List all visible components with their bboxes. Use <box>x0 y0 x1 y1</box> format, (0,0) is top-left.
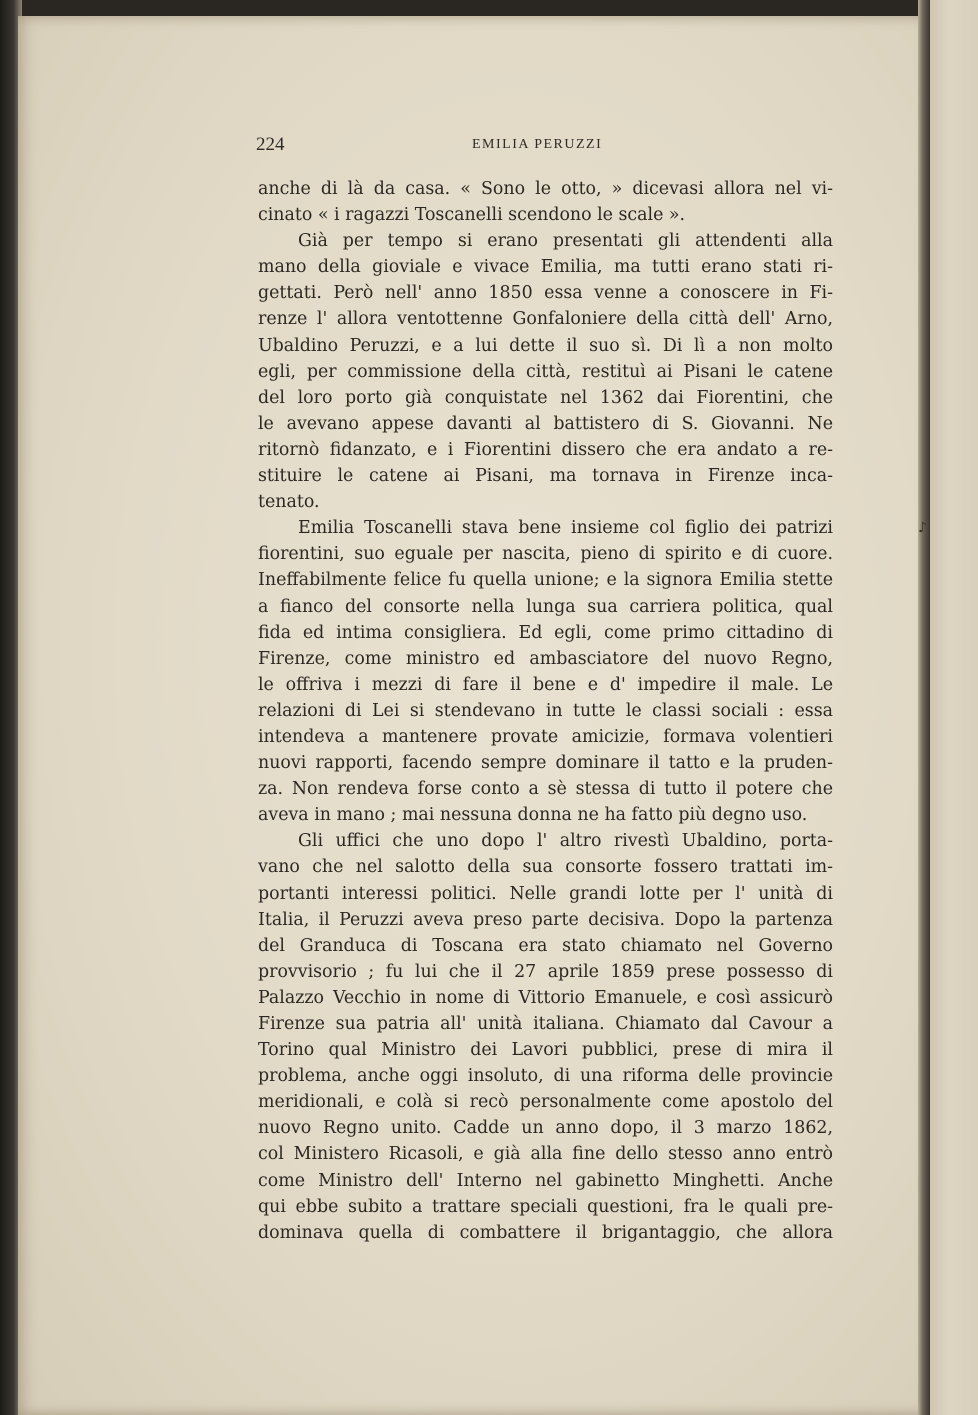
text-line: fida ed intima consigliera. Ed egli, come primo cittadino di <box>258 622 833 643</box>
text-line: le avevano appese davanti al battistero di S. Giovanni. Ne <box>258 413 833 434</box>
text-line: renze l' allora ventottenne Gonfaloniere della città dell' Arno, <box>258 309 833 330</box>
text-line: le offriva i mezzi di fare il bene e d' impedire il male. Le <box>258 674 833 695</box>
text-line: stituire le catene ai Pisani, ma tornava in Firenze inca- <box>258 466 833 487</box>
text-line: dominava quella di combattere il brigantaggio, che allora <box>258 1222 833 1243</box>
text-line: provvisorio ; fu lui che il 27 aprile 1859 prese possesso di <box>258 961 833 982</box>
text-line: nuovo Regno unito. Cadde un anno dopo, il 3 marzo 1862, <box>258 1118 833 1139</box>
text-line: intendeva a mantenere provate amicizie, formava volentieri <box>258 726 833 747</box>
text-line: col Ministero Ricasoli, e già alla fine dello stesso anno entrò <box>258 1144 833 1165</box>
page-header <box>240 134 840 160</box>
text-line: Emilia Toscanelli stava bene insieme col figlio dei patrizi <box>298 518 833 539</box>
text-line: Ineffabilmente felice fu quella unione; e la signora Emilia stette <box>258 570 833 591</box>
text-line: mano della gioviale e vivace Emilia, ma tutti erano stati ri- <box>258 257 833 278</box>
text-line: za. Non rendeva forse conto a sè stessa di tutto il potere che <box>258 779 833 800</box>
text-line: Firenze sua patria all' unità italiana. Chiamato dal Cavour a <box>258 1014 833 1034</box>
text-line: gettati. Però nell' anno 1850 essa venne a conoscere in Fi- <box>258 283 833 304</box>
text-line: aveva in mano ; mai nessuna donna ne ha fatto più degno uso. <box>258 805 808 826</box>
text-line: tenato. <box>258 492 320 513</box>
text-line: qui ebbe subito a trattare speciali questioni, fra le quali pre- <box>258 1196 833 1217</box>
text-line: Torino qual Ministro dei Lavori pubblici, prese di mira il <box>258 1040 833 1061</box>
text-line: anche di là da casa. « Sono le otto, » dicevasi allora nel vi- <box>258 179 833 199</box>
text-line: ritornò fidanzato, e i Fiorentini dissero che era andato a re- <box>258 439 833 460</box>
text-line: egli, per commissione della città, restituì ai Pisani le catene <box>258 361 833 382</box>
running-title: EMILIA PERUZZI <box>472 137 603 152</box>
text-line: Italia, il Peruzzi aveva preso parte decisiva. Dopo la partenza <box>258 909 833 930</box>
text-line: vano che nel salotto della sua consorte fossero trattati im- <box>258 857 833 878</box>
text-line: Ubaldino Peruzzi, e a lui dette il suo sì. Di lì a non molto <box>258 335 833 356</box>
text-line: meridionali, e colà si recò personalmente come apostolo del <box>258 1092 833 1113</box>
text-line: Palazzo Vecchio in nome di Vittorio Emanuele, e così assicurò <box>258 987 833 1008</box>
text-line: come Ministro dell' Interno nel gabinetto Minghetti. Anche <box>258 1170 833 1191</box>
text-line: cinato « i ragazzi Toscanelli scendono le scale ». <box>258 205 686 226</box>
text-line: Firenze, come ministro ed ambasciatore del nuovo Regno, <box>258 648 833 669</box>
margin-mark: ♪ <box>918 520 927 536</box>
text-line: fiorentini, suo eguale per nascita, pieno di spirito e di cuore. <box>258 544 833 565</box>
text-line: problema, anche oggi insoluto, di una riforma delle provincie <box>258 1066 833 1087</box>
page-number: 224 <box>256 134 285 155</box>
body-text <box>258 176 833 1246</box>
text-line: del Granduca di Toscana era stato chiamato nel Governo <box>258 935 833 956</box>
text-line: del loro porto già conquistate nel 1362 dai Fiorentini, che <box>258 387 833 408</box>
text-line: relazioni di Lei si stendevano in tutte le classi sociali : essa <box>258 700 833 721</box>
page-fold-shadow <box>918 0 930 1415</box>
text-line: Già per tempo si erano presentati gli attendenti alla <box>298 231 833 252</box>
text-line: Gli uffici che uno dopo l' altro rivestì Ubaldino, porta- <box>298 831 833 852</box>
text-line: nuovi rapporti, facendo sempre dominare il tatto e la pruden- <box>258 753 833 774</box>
text-line: a fianco del consorte nella lunga sua carriera politica, qual <box>258 596 833 617</box>
adjacent-page-edge <box>930 0 978 1415</box>
text-line: portanti interessi politici. Nelle grandi lotte per l' unità di <box>258 883 833 904</box>
